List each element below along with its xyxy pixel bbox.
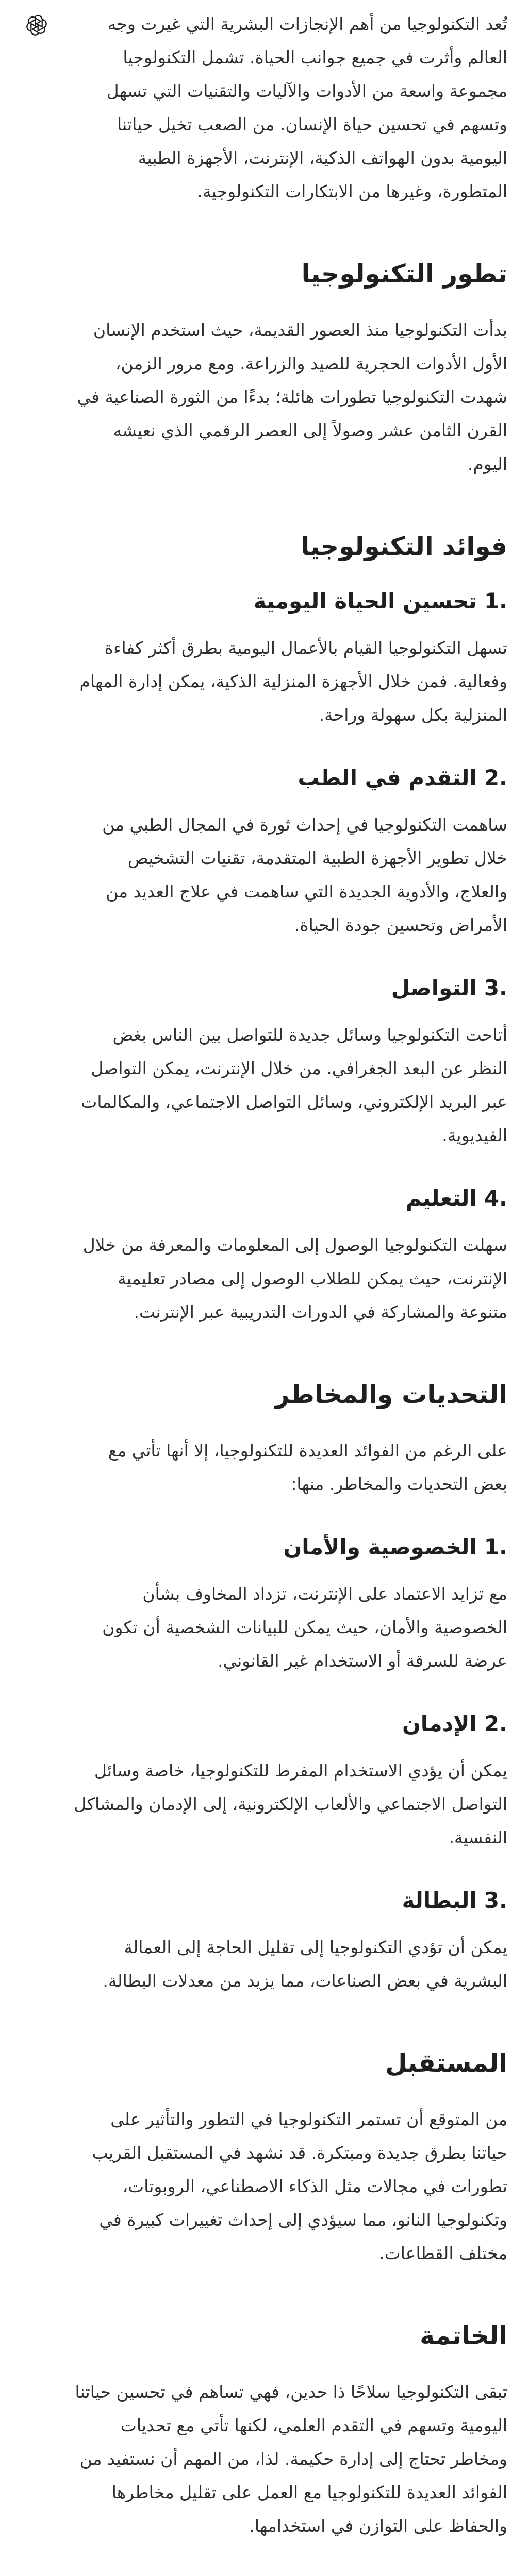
benefit-4-number: 4.: [484, 1185, 507, 1211]
assistant-message: [72, 7, 507, 2543]
benefit-2-number: 2.: [484, 765, 507, 790]
challenges-intro: على الرغم من الفوائد العديدة للتكنولوجيا، إلا أنها تأتي مع بعض التحديات والمخاطر. منها:: [108, 1440, 507, 1494]
benefit-1-number: 1.: [484, 588, 507, 614]
evolution-heading: تطور التكنولوجيا: [301, 259, 507, 289]
benefit-4-title: التعليم: [405, 1185, 477, 1211]
benefit-2-paragraph: ساهمت التكنولوجيا في إحداث ثورة في المجال الطبي من خلال تطوير الأجهزة الطبية المتقدمة، تقنيات التشخيص والعلاج، والأدوية الجديدة التي ساهمت في علاج العديد من الأمراض وتحسين جودة الحياة.: [102, 815, 507, 935]
challenge-2-number: 2.: [484, 1711, 507, 1736]
conclusion-paragraph: تبقى التكنولوجيا سلاحًا ذا حدين، فهي تساهم في تحسين حياتنا اليومية وتسهم في التقدم العلمي، لكنها تأتي مع تحديات ومخاطر تحتاج إلى إدارة حكيمة. لذا، من المهم أن نستفيد من الفوائد العديدة للتكنولوجيا مع العمل على تقليل مخاطرها والحفاظ على التوازن في استخدامها.: [75, 2382, 507, 2536]
challenge-2-paragraph: يمكن أن يؤدي الاستخدام المفرط للتكنولوجيا، خاصة وسائل التواصل الاجتماعي والألعاب الإلكترونية، إلى الإدمان والمشاكل النفسية.: [74, 1760, 507, 1848]
benefit-3-paragraph: أتاحت التكنولوجيا وسائل جديدة للتواصل بين الناس بغض النظر عن البعد الجغرافي. من خلال الإنترنت، يمكن التواصل عبر البريد الإلكتروني، وسائل التواصل الاجتماعي، والمكالمات الفيديوية.: [81, 1025, 507, 1145]
benefits-heading: فوائد التكنولوجيا: [301, 532, 507, 561]
benefit-3-heading: [72, 973, 507, 1004]
benefit-2-heading: [72, 762, 507, 793]
challenge-1-title: الخصوصية والأمان: [283, 1534, 477, 1560]
challenge-3-number: 3.: [484, 1888, 507, 1913]
benefit-1-paragraph: تسهل التكنولوجيا القيام بالأعمال اليومية بطرق أكثر كفاءة وفعالية. فمن خلال الأجهزة المنزلية الذكية، يمكن إدارة المهام المنزلية بكل سهولة وراحة.: [79, 638, 507, 725]
openai-logo-icon: [25, 13, 48, 37]
challenge-1-number: 1.: [484, 1534, 507, 1560]
future-heading: المستقبل: [385, 2048, 507, 2078]
intro-paragraph: تُعد التكنولوجيا من أهم الإنجازات البشرية التي غيرت وجه العالم وأثرت في جميع جوانب الحياة. تشمل التكنولوجيا مجموعة واسعة من الأدوات والآليات والتقنيات التي تسهل وتسهم في تحسين حياة الإنسان. من الصعب تخيل حياتنا اليومية بدون الهواتف الذكية، الإنترنت، الأجهزة الطبية المتطورة، وغيرها من الابتكارات التكنولوجية.: [106, 14, 507, 201]
benefit-4-heading: [72, 1183, 507, 1214]
challenge-3-paragraph: يمكن أن تؤدي التكنولوجيا إلى تقليل الحاجة إلى العمالة البشرية في بعض الصناعات، مما يزيد من معدلات البطالة.: [103, 1937, 507, 1991]
challenge-1-paragraph: مع تزايد الاعتماد على الإنترنت، تزداد المخاوف بشأن الخصوصية والأمان، حيث يمكن للبيانات الشخصية أن تكون عرضة للسرقة أو الاستخدام غير القانوني.: [102, 1584, 507, 1671]
benefit-1-title: تحسين الحياة اليومية: [253, 588, 477, 614]
challenge-3-heading: [72, 1885, 507, 1916]
challenge-2-heading: [72, 1708, 507, 1739]
challenges-heading: التحديات والمخاطر: [275, 1380, 507, 1409]
benefit-1-heading: [72, 586, 507, 617]
benefit-3-number: 3.: [484, 975, 507, 1001]
conclusion-heading: الخاتمة: [420, 2321, 507, 2350]
challenge-1-heading: [72, 1532, 507, 1563]
challenge-2-title: الإدمان: [402, 1711, 477, 1736]
evolution-paragraph: بدأت التكنولوجيا منذ العصور القديمة، حيث استخدم الإنسان الأول الأدوات الحجرية للصيد والزراعة. ومع مرور الزمن، شهدت التكنولوجيا تطورات هائلة؛ بدءًا من الثورة الصناعية في القرن الثامن عشر وصولاً إلى العصر الرقمي الذي نعيشه اليوم.: [77, 320, 507, 474]
benefit-4-paragraph: سهلت التكنولوجيا الوصول إلى المعلومات والمعرفة من خلال الإنترنت، حيث يمكن للطلاب الوصول إلى مصادر تعليمية متنوعة والمشاركة في الدورات التدريبية عبر الإنترنت.: [82, 1235, 507, 1322]
challenge-3-title: البطالة: [402, 1888, 477, 1913]
benefit-2-title: التقدم في الطب: [298, 765, 477, 790]
future-paragraph: من المتوقع أن تستمر التكنولوجيا في التطور والتأثير على حياتنا بطرق جديدة ومبتكرة. قد نشهد في المستقبل القريب تطورات في مجالات مثل الذكاء الاصطناعي، الروبوتات، وتكنولوجيا النانو، مما سيؤدي إلى إحداث تغييرات كبيرة في مختلف القطاعات.: [92, 2109, 507, 2263]
benefit-3-title: التواصل: [391, 975, 477, 1001]
